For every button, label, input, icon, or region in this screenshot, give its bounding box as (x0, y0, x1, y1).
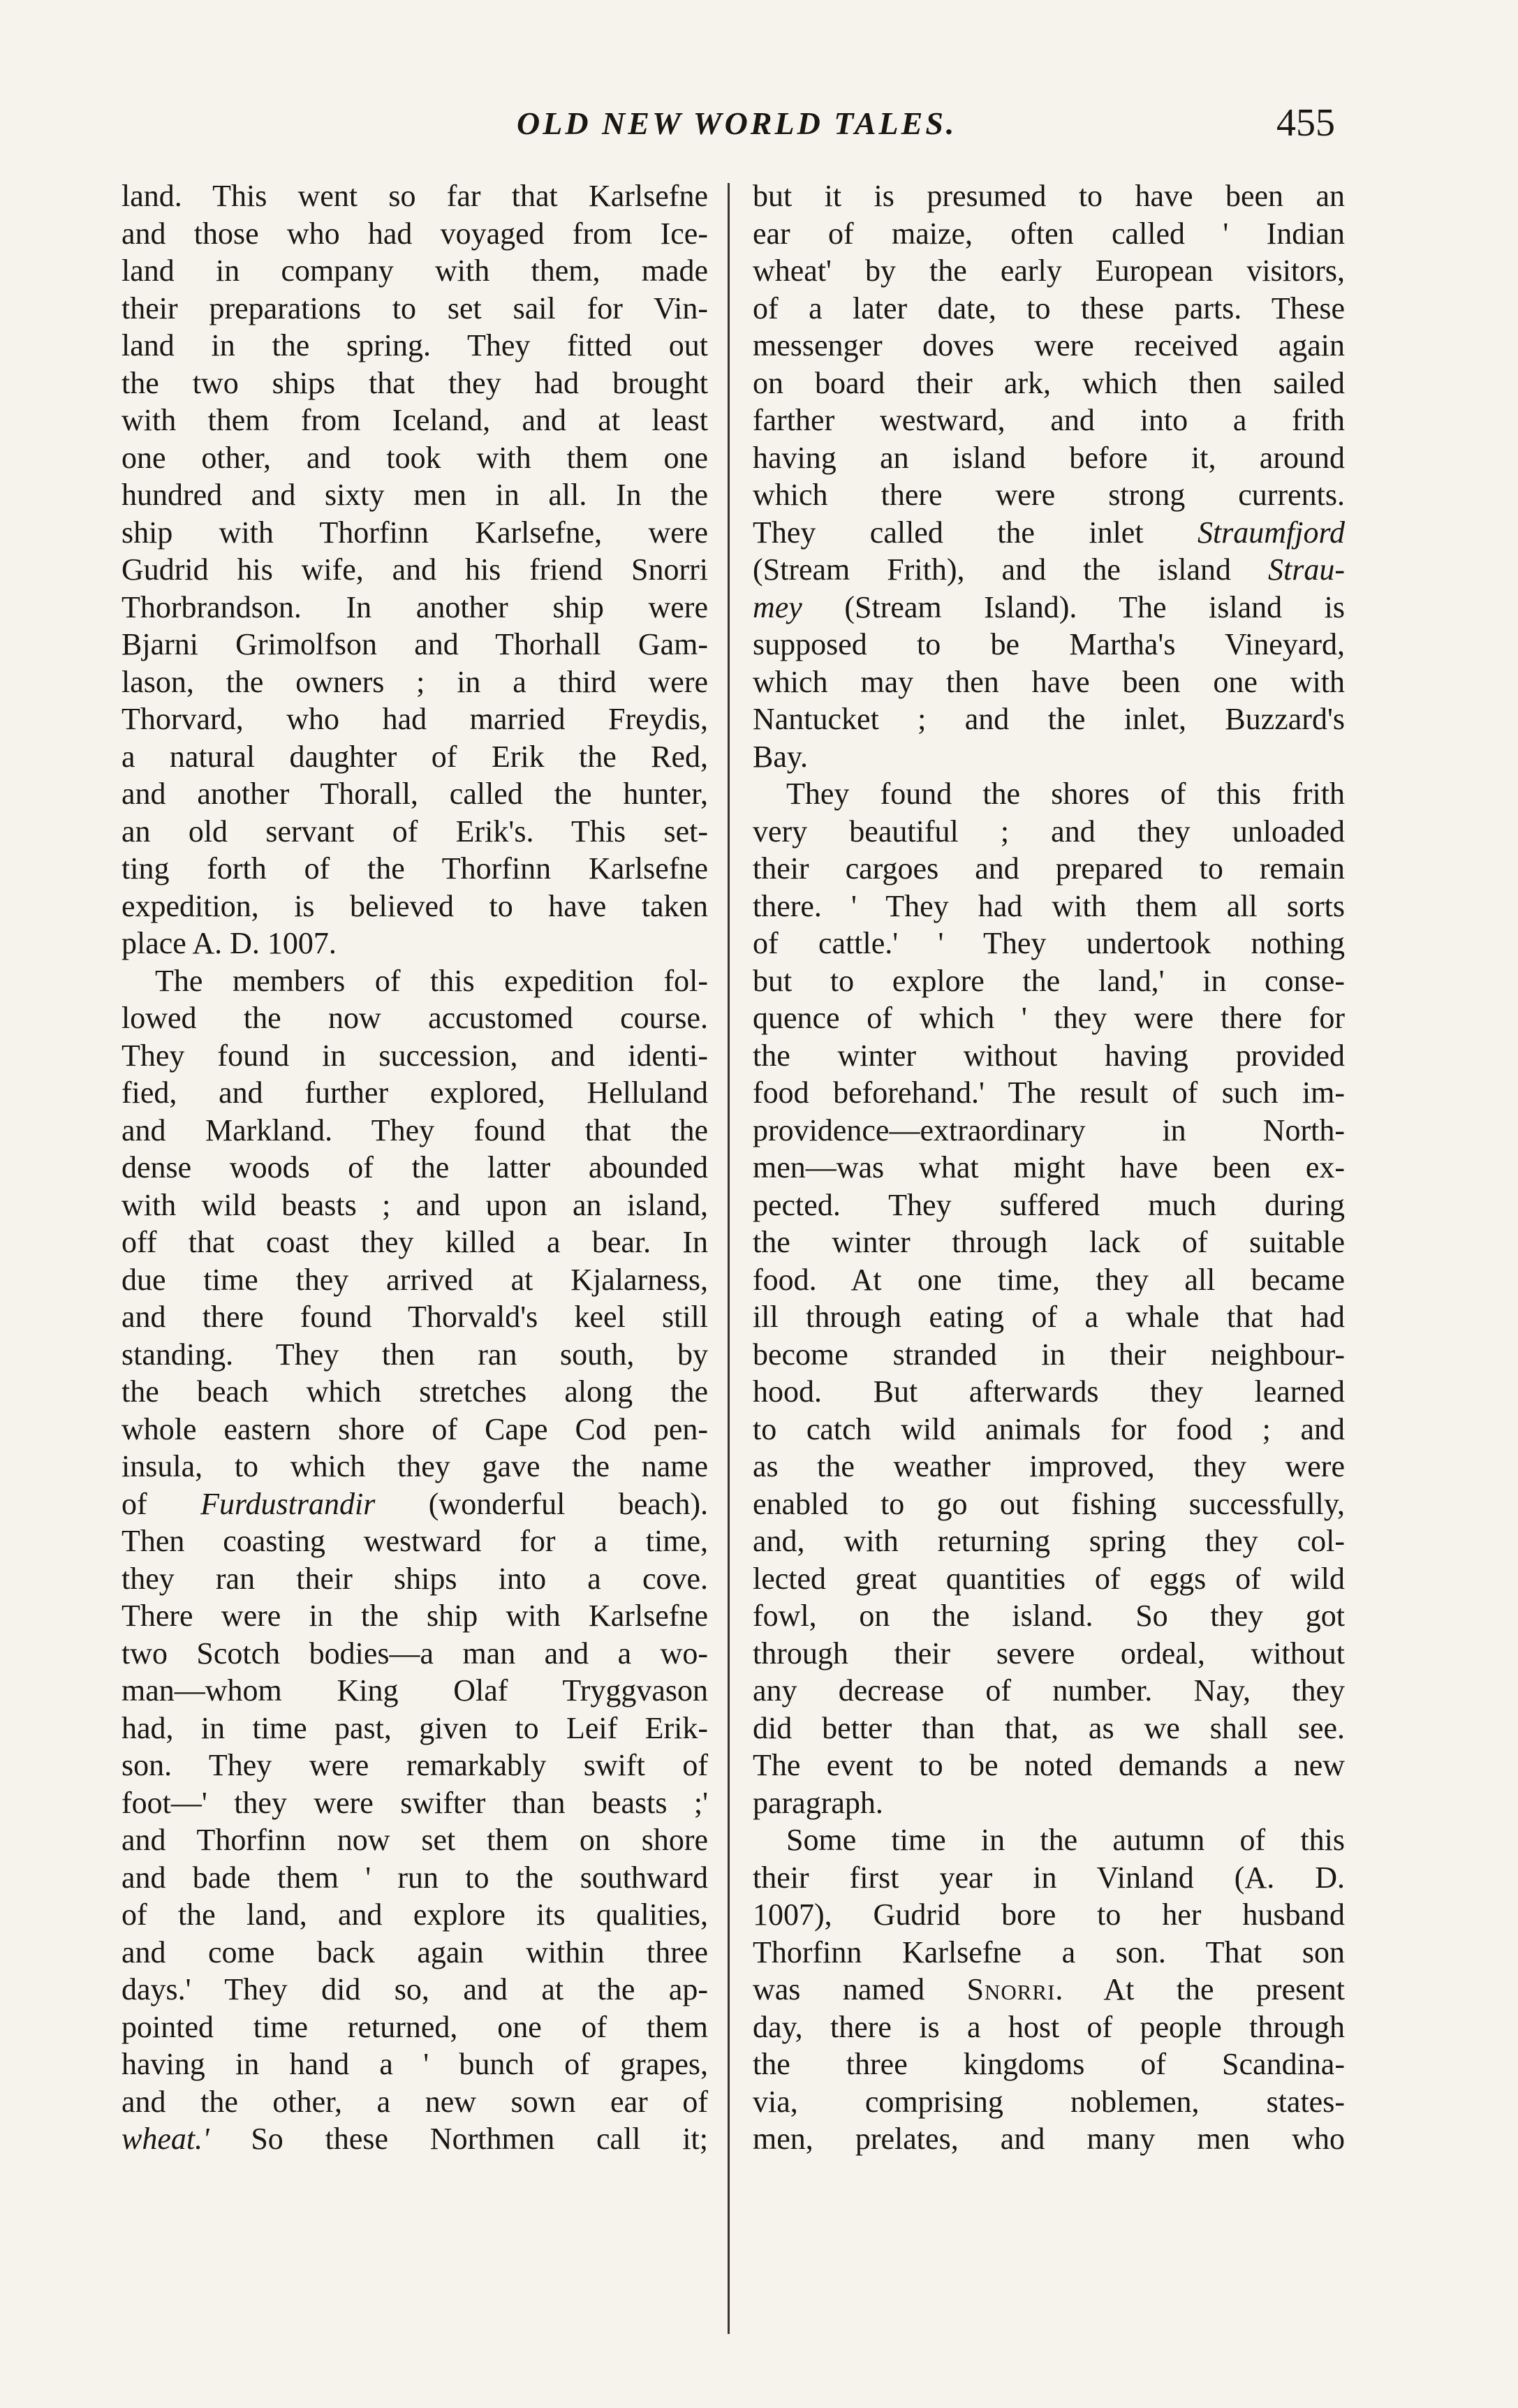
text-line: and Markland. They found that the (121, 1113, 708, 1147)
text-line: enabled to go out fishing successfully, (753, 1486, 1345, 1521)
text-line: Bay. (753, 739, 809, 774)
text-line: Thorfinn Karlsefne a son. That son (753, 1935, 1345, 1969)
text-line: Thorvard, who had married Freydis, (121, 702, 708, 736)
text-line: did better than that, as we shall see. (753, 1710, 1345, 1745)
text-line: with them from Iceland, and at least (121, 403, 708, 437)
text-line: son. They were remarkably swift of (121, 1748, 708, 1782)
text-line: due time they arrived at Kjalarness, (121, 1262, 708, 1297)
text-line: land. This went so far that Karlsefne (121, 179, 708, 213)
text-line: hundred and sixty men in all. In the (121, 478, 708, 512)
text-line: two Scotch bodies—a man and a wo- (121, 1636, 708, 1671)
text-line: the three kingdoms of Scandina- (753, 2047, 1345, 2081)
text-line: of the land, and explore its qualities, (121, 1897, 708, 1932)
text-run: (wonderful beach). (375, 1486, 708, 1521)
text-line: ill through eating of a whale that had (753, 1300, 1345, 1334)
text-line: food. At one time, they all became (753, 1262, 1345, 1297)
text-line: their preparations to set sail for Vin- (121, 291, 708, 325)
text-line: lason, the owners ; in a third were (121, 664, 708, 699)
text-line: The event to be noted demands a new (753, 1748, 1345, 1782)
text-line (121, 1485, 708, 1523)
text-line: They found the shores of this frith (786, 777, 1345, 811)
right-column (753, 177, 1345, 2158)
text-line: fied, and further explored, Helluland (121, 1075, 708, 1110)
text-line: and bade them ' run to the southward (121, 1860, 708, 1895)
text-line: man—whom King Olaf Tryggvason (121, 1673, 708, 1708)
text-line: They found in succession, and identi- (121, 1038, 708, 1073)
italic-term: mey (753, 589, 802, 624)
text-line: land in company with them, made (121, 254, 708, 288)
text-line: and, with returning spring they col- (753, 1524, 1345, 1558)
text-line: the beach which stretches along the (121, 1374, 708, 1409)
text-line: Then coasting westward for a time, (121, 1524, 708, 1558)
text-line: day, there is a host of people through (753, 2009, 1345, 2044)
text-line: their first year in Vinland (A. D. (753, 1860, 1345, 1895)
italic-term: Straumfjord (1197, 515, 1345, 550)
text-line: pected. They suffered much during (753, 1187, 1345, 1222)
italic-term: wheat.' (121, 2122, 209, 2156)
text-line: and those who had voyaged from Ice- (121, 216, 708, 251)
text-line: wheat' by the early European visitors, (753, 254, 1345, 288)
text-line: having in hand a ' bunch of grapes, (121, 2047, 708, 2081)
italic-term: Strau- (1268, 552, 1345, 587)
text-line: Gudrid his wife, and his friend Snorri (121, 552, 708, 587)
text-line: insula, to which they gave the name (121, 1449, 708, 1483)
text-line: supposed to be Martha's Vineyard, (753, 627, 1345, 661)
text-line: There were in the ship with Karlsefne (121, 1599, 708, 1633)
left-column (121, 177, 708, 2158)
text-line (121, 2120, 708, 2158)
text-line: lowed the now accustomed course. (121, 1001, 708, 1035)
text-line: food beforehand.' The result of such im- (753, 1075, 1345, 1110)
text-line: but it is presumed to have been an (753, 179, 1345, 213)
text-line: one other, and took with them one (121, 440, 708, 475)
text-line: on board their ark, which then sailed (753, 365, 1345, 400)
text-line: any decrease of number. Nay, they (753, 1673, 1345, 1708)
text-line (753, 589, 1345, 626)
text-line: The members of this expedition fol- (155, 963, 708, 998)
text-line: which may then have been one with (753, 664, 1345, 699)
text-line (753, 1971, 1345, 2009)
text-line: Some time in the autumn of this (786, 1823, 1345, 1857)
text-line: hood. But afterwards they learned (753, 1374, 1345, 1409)
text-line: fowl, on the island. So they got (753, 1599, 1345, 1633)
text-run: of (121, 1486, 201, 1521)
text-line: lected great quantities of eggs of wild (753, 1561, 1345, 1596)
small-caps-name: Snorri (966, 1972, 1056, 2006)
text-line: Nantucket ; and the inlet, Buzzard's (753, 702, 1345, 736)
text-line: had, in time past, given to Leif Erik- (121, 1710, 708, 1745)
running-title: OLD NEW WORLD TALES. (517, 105, 957, 141)
text-line: having an island before it, around (753, 440, 1345, 475)
page-number: 455 (1276, 101, 1335, 145)
text-line: via, comprising noblemen, states- (753, 2084, 1345, 2119)
text-run: So these Northmen call it; (209, 2122, 708, 2156)
text-line: Thorbrandson. In another ship were (121, 589, 708, 624)
text-line: there. ' They had with them all sorts (753, 888, 1345, 923)
text-line: the winter without having provided (753, 1038, 1345, 1073)
text-line: farther westward, and into a frith (753, 403, 1345, 437)
text-line (753, 551, 1345, 589)
text-line: messenger doves were received again (753, 328, 1345, 362)
text-run: (Stream Frith), and the island (753, 552, 1268, 587)
running-head (0, 101, 1518, 154)
text-line (753, 514, 1345, 552)
text-line: a natural daughter of Erik the Red, (121, 739, 708, 774)
text-line: and Thorfinn now set them on shore (121, 1823, 708, 1857)
text-line: ear of maize, often called ' Indian (753, 216, 1345, 251)
text-line: the two ships that they had brought (121, 365, 708, 400)
text-line: an old servant of Erik's. This set- (121, 814, 708, 849)
text-line: but to explore the land,' in conse- (753, 963, 1345, 998)
text-line: Bjarni Grimolfson and Thorhall Gam- (121, 627, 708, 661)
text-line: dense woods of the latter abounded (121, 1150, 708, 1184)
text-line: very beautiful ; and they unloaded (753, 814, 1345, 849)
text-line: of cattle.' ' They undertook nothing (753, 926, 1345, 960)
text-line: paragraph. (753, 1785, 883, 1820)
text-line: expedition, is believed to have taken (121, 888, 708, 923)
text-line: as the weather improved, they were (753, 1449, 1345, 1483)
text-line: which there were strong currents. (753, 478, 1345, 512)
text-line: their cargoes and prepared to remain (753, 851, 1345, 886)
text-line: through their severe ordeal, without (753, 1636, 1345, 1671)
text-line: providence—extraordinary in North- (753, 1113, 1345, 1147)
text-line: and there found Thorvald's keel still (121, 1300, 708, 1334)
text-line: off that coast they killed a bear. In (121, 1225, 708, 1259)
text-line: whole eastern shore of Cape Cod pen- (121, 1411, 708, 1446)
text-line: with wild beasts ; and upon an island, (121, 1187, 708, 1222)
text-run: (Stream Island). The island is (802, 589, 1345, 624)
column-divider (728, 183, 730, 2334)
text-line: of a later date, to these parts. These (753, 291, 1345, 325)
text-line: and the other, a new sown ear of (121, 2084, 708, 2119)
text-line: men, prelates, and many men who (753, 2122, 1345, 2156)
text-line: foot—' they were swifter than beasts ;' (121, 1785, 708, 1820)
text-line: pointed time returned, one of them (121, 2009, 708, 2044)
text-line: the winter through lack of suitable (753, 1225, 1345, 1259)
text-line: ship with Thorfinn Karlsefne, were (121, 515, 708, 550)
text-run: They called the inlet (753, 515, 1198, 550)
text-line: men—was what might have been ex- (753, 1150, 1345, 1184)
text-line: standing. They then ran south, by (121, 1337, 708, 1372)
text-line: and come back again within three (121, 1935, 708, 1969)
text-run: . At the present (1055, 1972, 1345, 2006)
text-line: they ran their ships into a cove. (121, 1561, 708, 1596)
text-line: days.' They did so, and at the ap- (121, 1972, 708, 2006)
text-line: ting forth of the Thorfinn Karlsefne (121, 851, 708, 886)
text-line: quence of which ' they were there for (753, 1001, 1345, 1035)
italic-term: Furdustrandir (200, 1486, 376, 1521)
text-line: and another Thorall, called the hunter, (121, 777, 708, 811)
text-line: become stranded in their neighbour- (753, 1337, 1345, 1372)
text-line: to catch wild animals for food ; and (753, 1411, 1345, 1446)
text-line: place A. D. 1007. (121, 926, 337, 960)
text-line: 1007), Gudrid bore to her husband (753, 1897, 1345, 1932)
text-run: was named (753, 1972, 967, 2006)
text-line: land in the spring. They fitted out (121, 328, 708, 362)
